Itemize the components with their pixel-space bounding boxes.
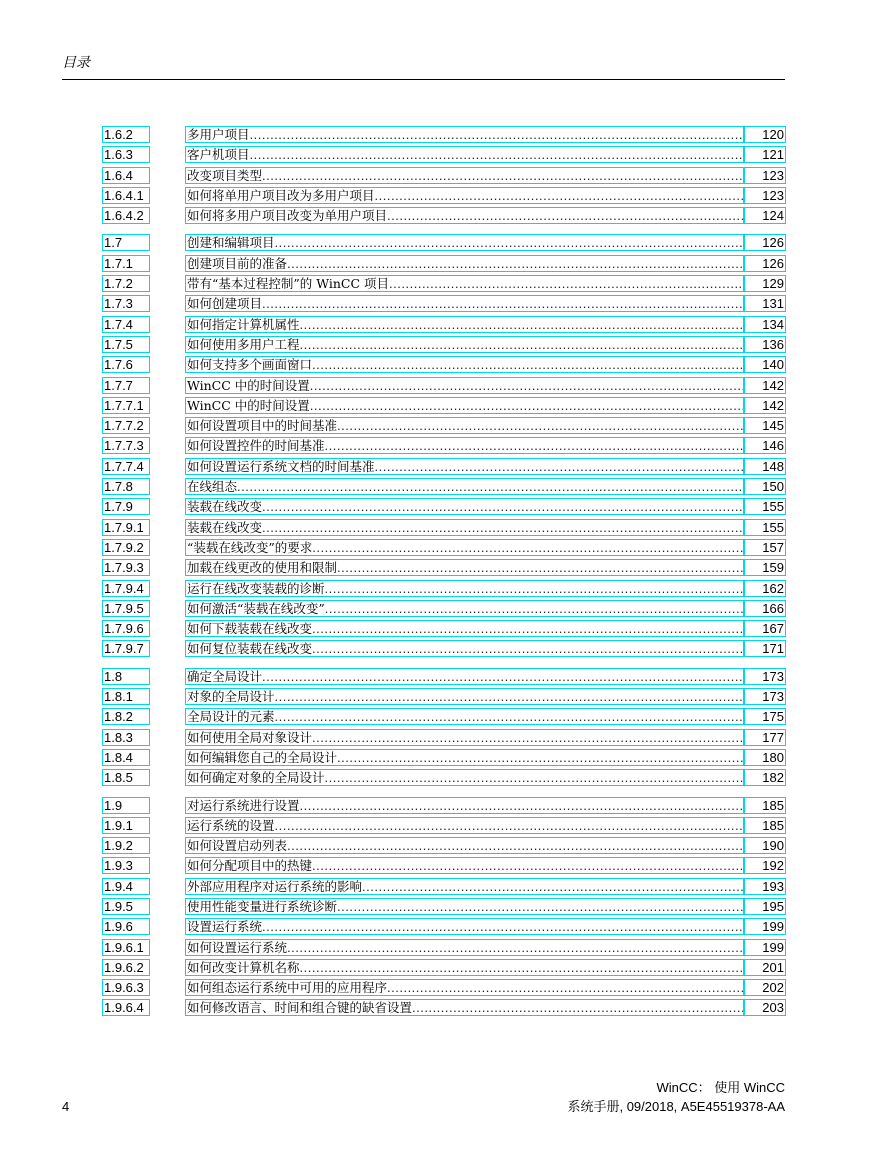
toc-entry-page[interactable]: 162 — [744, 580, 786, 597]
toc-entry-title: 创建项目前的准备 — [187, 255, 288, 271]
toc-entry-title: 设置运行系统 — [187, 919, 263, 935]
toc-entry[interactable] — [102, 518, 786, 538]
toc-entry-number[interactable]: 1.9.2 — [102, 837, 150, 854]
toc-entry-page[interactable]: 134 — [744, 316, 786, 333]
toc-entry[interactable] — [102, 998, 786, 1018]
toc-entry-number[interactable]: 1.9.6 — [102, 918, 150, 935]
toc-entry-title: 改变项目类型 — [187, 167, 263, 183]
dot-leader — [300, 317, 743, 332]
toc-entry-number[interactable]: 1.7.9.4 — [102, 580, 150, 597]
toc-entry-number[interactable]: 1.7.9.7 — [102, 640, 150, 657]
toc-entry[interactable] — [102, 639, 786, 659]
toc-group — [102, 233, 786, 659]
toc-entry[interactable] — [102, 233, 786, 253]
toc-entry-number[interactable]: 1.8.2 — [102, 708, 150, 725]
toc-entry[interactable] — [102, 186, 786, 206]
toc-entry-link[interactable] — [185, 207, 744, 224]
footer-product: WinCC： 使用 WinCC — [656, 1080, 785, 1095]
toc-entry-page[interactable]: 201 — [744, 959, 786, 976]
toc-entry-link[interactable] — [185, 580, 744, 597]
toc-entry-page[interactable]: 126 — [744, 234, 786, 251]
toc-entry-link[interactable] — [185, 498, 744, 515]
toc-entry-number[interactable]: 1.9.3 — [102, 857, 150, 874]
toc-entry-number[interactable]: 1.7.9.2 — [102, 539, 150, 556]
toc-entry[interactable] — [102, 376, 786, 396]
toc-entry-title: 如何设置项目中的时间基准 — [187, 418, 338, 434]
toc-group — [102, 796, 786, 1019]
toc-entry-page[interactable]: 131 — [744, 295, 786, 312]
toc-entry-link[interactable] — [185, 600, 744, 617]
toc-entry-title: 如何使用全局对象设计 — [187, 729, 313, 745]
toc-entry-title: 如何将多用户项目改变为单用户项目 — [187, 208, 388, 224]
toc-entry[interactable] — [102, 315, 786, 335]
toc-entry-number[interactable]: 1.6.4.1 — [102, 187, 150, 204]
toc-entry-number[interactable]: 1.7.2 — [102, 275, 150, 292]
dot-leader — [262, 499, 743, 514]
toc-entry-number[interactable]: 1.9.6.2 — [102, 959, 150, 976]
dot-leader — [287, 838, 743, 853]
toc-entry[interactable] — [102, 978, 786, 998]
dot-leader — [312, 858, 743, 873]
toc-entry-link[interactable] — [185, 539, 744, 556]
toc-entry-link[interactable] — [185, 640, 744, 657]
toc-entry-title: 如何分配项目中的热键 — [187, 858, 313, 874]
toc-entry[interactable] — [102, 816, 786, 836]
toc-entry-title: 如何支持多个画面窗口 — [187, 357, 313, 373]
toc-entry-page[interactable]: 175 — [744, 708, 786, 725]
toc-entry-title: 使用性能变量进行系统诊断 — [187, 898, 338, 914]
toc-entry-page[interactable]: 148 — [744, 458, 786, 475]
toc-entry-link[interactable] — [185, 356, 744, 373]
toc-entry[interactable] — [102, 856, 786, 876]
toc-entry[interactable] — [102, 687, 786, 707]
toc-entry-number[interactable]: 1.8.4 — [102, 749, 150, 766]
toc-entry-title: 在线组态 — [187, 479, 238, 495]
toc-entry-title: 确定全局设计 — [187, 668, 263, 684]
toc-entry-page[interactable]: 126 — [744, 255, 786, 272]
toc-entry[interactable] — [102, 836, 786, 856]
toc-entry-title: WinCC 中的时间设置 — [187, 397, 310, 413]
toc-entry-link[interactable] — [185, 146, 744, 163]
toc-entry-page[interactable]: 190 — [744, 837, 786, 854]
toc-entry[interactable] — [102, 274, 786, 294]
dot-leader — [310, 398, 743, 413]
toc-entry-link[interactable] — [185, 336, 744, 353]
toc-entry-number[interactable]: 1.7.9.3 — [102, 559, 150, 576]
toc-entry-page[interactable]: 177 — [744, 729, 786, 746]
toc-entry[interactable] — [102, 558, 786, 578]
dot-leader — [312, 730, 743, 745]
toc-entry-page[interactable]: 192 — [744, 857, 786, 874]
toc-entry[interactable] — [102, 538, 786, 558]
toc-entry-number[interactable]: 1.9.4 — [102, 878, 150, 895]
toc-entry-page[interactable]: 121 — [744, 146, 786, 163]
dot-leader — [337, 750, 743, 765]
toc-entry-page[interactable]: 182 — [744, 769, 786, 786]
toc-entry-link[interactable] — [185, 918, 744, 935]
dot-leader — [262, 296, 743, 311]
toc-entry-title: 装载在线改变 — [187, 519, 263, 535]
dot-leader — [275, 709, 743, 724]
toc-entry-link[interactable] — [185, 837, 744, 854]
dot-leader — [262, 669, 743, 684]
toc-entry-page[interactable]: 123 — [744, 187, 786, 204]
toc-entry-page[interactable]: 195 — [744, 898, 786, 915]
toc-entry-page[interactable]: 159 — [744, 559, 786, 576]
toc-entry-page[interactable]: 166 — [744, 600, 786, 617]
toc-entry-link[interactable] — [185, 316, 744, 333]
toc-entry[interactable] — [102, 497, 786, 517]
toc-entry-link[interactable] — [185, 959, 744, 976]
toc-entry-number[interactable]: 1.9.6.4 — [102, 999, 150, 1016]
toc-entry-page[interactable]: 140 — [744, 356, 786, 373]
dot-leader — [375, 459, 743, 474]
toc-entry-link[interactable] — [185, 417, 744, 434]
dot-leader — [300, 337, 743, 352]
toc-entry-title: 如何设置控件的时间基准 — [187, 438, 325, 454]
toc-entry-page[interactable]: 193 — [744, 878, 786, 895]
dot-leader — [312, 621, 743, 636]
toc-entry-title: 如何改变计算机名称 — [187, 959, 300, 975]
toc-entry[interactable] — [102, 294, 786, 314]
dot-leader — [262, 168, 743, 183]
dot-leader — [312, 540, 743, 555]
page-header — [62, 53, 785, 80]
toc-entry-page[interactable]: 199 — [744, 918, 786, 935]
toc-entry-title: 创建和编辑项目 — [187, 235, 275, 251]
toc-entry-number[interactable]: 1.7.3 — [102, 295, 150, 312]
toc-entry-number[interactable]: 1.7.9 — [102, 498, 150, 515]
toc-entry-page[interactable]: 203 — [744, 999, 786, 1016]
dot-leader — [325, 438, 743, 453]
toc-entry-title: 多用户项目 — [187, 127, 250, 142]
toc-entry-title: 客户机项目 — [187, 147, 250, 163]
toc-entry-page[interactable]: 171 — [744, 640, 786, 657]
toc-entry-title: WinCC 中的时间设置 — [187, 377, 310, 393]
toc-entry-number[interactable]: 1.9 — [102, 797, 150, 814]
toc-entry[interactable] — [102, 355, 786, 375]
toc-entry-title: 如何修改语言、时间和组合键的缺省设置 — [187, 1000, 413, 1016]
toc-entry-number[interactable]: 1.7.6 — [102, 356, 150, 373]
toc-entry-link[interactable] — [185, 187, 744, 204]
toc-entry[interactable] — [102, 917, 786, 937]
dot-leader — [275, 689, 743, 704]
toc-entry-number[interactable]: 1.7.7.2 — [102, 417, 150, 434]
dot-leader — [325, 581, 743, 596]
toc-entry-page[interactable]: 146 — [744, 437, 786, 454]
toc-entry-page[interactable]: 145 — [744, 417, 786, 434]
dot-leader — [337, 418, 743, 433]
toc-entry[interactable] — [102, 707, 786, 727]
dot-leader — [325, 601, 743, 616]
toc-entry-number[interactable]: 1.7.4 — [102, 316, 150, 333]
toc-entry-page[interactable]: 173 — [744, 668, 786, 685]
toc-entry-number[interactable]: 1.7.7 — [102, 377, 150, 394]
toc-entry[interactable] — [102, 335, 786, 355]
toc-entry-number[interactable]: 1.7.9.1 — [102, 519, 150, 536]
toc-entry-title: 如何组态运行系统中可用的应用程序 — [187, 980, 388, 996]
toc-entry[interactable] — [102, 477, 786, 497]
toc-entry-page[interactable]: 157 — [744, 539, 786, 556]
dot-leader — [287, 256, 743, 271]
dot-leader — [287, 940, 743, 955]
toc-entry-page[interactable]: 199 — [744, 939, 786, 956]
dot-leader — [237, 479, 743, 494]
toc-entry-link[interactable] — [185, 797, 744, 814]
toc-entry[interactable] — [102, 254, 786, 274]
toc-entry[interactable] — [102, 145, 786, 165]
toc-entry-link[interactable] — [185, 295, 744, 312]
toc-entry-title: 运行系统的设置 — [187, 817, 275, 833]
toc-entry-number[interactable]: 1.8.1 — [102, 688, 150, 705]
toc-entry-page[interactable]: 202 — [744, 979, 786, 996]
toc-entry-page[interactable]: 120 — [744, 126, 786, 143]
toc-entry[interactable] — [102, 958, 786, 978]
toc-entry-number[interactable]: 1.7.7.4 — [102, 458, 150, 475]
toc-entry-page[interactable]: 155 — [744, 519, 786, 536]
footer-manual: 系统手册, 09/2018, A5E45519378-AA — [567, 1099, 785, 1114]
toc-entry-title: 如何设置运行系统文档的时间基准 — [187, 458, 375, 474]
toc-entry-link[interactable] — [185, 559, 744, 576]
toc-entry-page[interactable]: 129 — [744, 275, 786, 292]
toc-entry-page[interactable]: 136 — [744, 336, 786, 353]
toc-entry-link[interactable] — [185, 898, 744, 915]
toc-entry-page[interactable]: 142 — [744, 377, 786, 394]
dot-leader — [300, 798, 743, 813]
toc-entry-page[interactable]: 150 — [744, 478, 786, 495]
toc-entry-page[interactable]: 185 — [744, 817, 786, 834]
toc-entry-number[interactable]: 1.6.4 — [102, 167, 150, 184]
toc-entry-number[interactable]: 1.7 — [102, 234, 150, 251]
toc-entry-link[interactable] — [185, 708, 744, 725]
toc-entry-page[interactable]: 124 — [744, 207, 786, 224]
dot-leader — [300, 960, 743, 975]
toc-entry-title: 外部应用程序对运行系统的影响 — [187, 878, 363, 894]
toc-entry-page[interactable]: 155 — [744, 498, 786, 515]
toc-entry-number[interactable]: 1.6.3 — [102, 146, 150, 163]
toc-entry-title: 全局设计的元素 — [187, 709, 275, 725]
toc-entry[interactable] — [102, 796, 786, 816]
toc-entry-number[interactable]: 1.7.5 — [102, 336, 150, 353]
toc-entry-number[interactable]: 1.7.1 — [102, 255, 150, 272]
toc-entry-link[interactable] — [185, 167, 744, 184]
toc-entry-number[interactable]: 1.7.8 — [102, 478, 150, 495]
dot-leader — [387, 980, 743, 995]
toc-entry-link[interactable] — [185, 234, 744, 251]
toc-entry-link[interactable] — [185, 620, 744, 637]
toc-entry[interactable] — [102, 768, 786, 788]
toc-entry[interactable] — [102, 599, 786, 619]
dot-leader — [275, 235, 743, 250]
toc-entry-link[interactable] — [185, 437, 744, 454]
toc-entry-link[interactable] — [185, 878, 744, 895]
toc-entry[interactable] — [102, 667, 786, 687]
toc-entry-title: 如何将单用户项目改为多用户项目 — [187, 187, 375, 203]
toc-entry-title: 装载在线改变 — [187, 499, 263, 515]
toc-entry[interactable] — [102, 938, 786, 958]
toc-entry-number[interactable]: 1.7.7.1 — [102, 397, 150, 414]
dot-leader — [250, 147, 743, 162]
toc-entry-link[interactable] — [185, 519, 744, 536]
toc-entry-link[interactable] — [185, 729, 744, 746]
dot-leader — [325, 770, 743, 785]
dot-leader — [275, 818, 743, 833]
toc-entry-page[interactable]: 173 — [744, 688, 786, 705]
toc-entry-page[interactable]: 167 — [744, 620, 786, 637]
footer-document-info — [567, 1078, 785, 1116]
toc-entry[interactable] — [102, 728, 786, 748]
toc-entry[interactable] — [102, 897, 786, 917]
toc-entry-title: 带有“基本过程控制”的 WinCC 项目 — [187, 276, 390, 292]
toc-entry-number[interactable]: 1.8 — [102, 668, 150, 685]
toc-entry-title: 运行在线改变装载的诊断 — [187, 580, 325, 596]
toc-entry-title: 加载在线更改的使用和限制 — [187, 560, 338, 576]
toc-entry-link[interactable] — [185, 749, 744, 766]
toc-entry-title: 如何下载装载在线改变 — [187, 621, 313, 637]
toc-entry-number[interactable]: 1.8.3 — [102, 729, 150, 746]
dot-leader — [262, 919, 743, 934]
dot-leader — [262, 520, 743, 535]
toc-entry[interactable] — [102, 457, 786, 477]
toc-entry-link[interactable] — [185, 817, 744, 834]
toc-entry-title: 对运行系统进行设置 — [187, 797, 300, 813]
toc-entry-link[interactable] — [185, 255, 744, 272]
toc-entry-title: 如何创建项目 — [187, 296, 263, 312]
dot-leader — [387, 208, 743, 223]
toc-entry-number[interactable]: 1.6.4.2 — [102, 207, 150, 224]
toc-entry[interactable] — [102, 619, 786, 639]
dot-leader — [389, 276, 743, 291]
page-title: 目录 — [62, 55, 90, 71]
toc-entry-page[interactable]: 123 — [744, 167, 786, 184]
toc-entry[interactable] — [102, 206, 786, 226]
toc-entry-title: 如何使用多用户工程 — [187, 336, 300, 352]
toc-entry-number[interactable]: 1.7.7.3 — [102, 437, 150, 454]
toc-entry-link[interactable] — [185, 478, 744, 495]
dot-leader — [312, 357, 743, 372]
toc-entry[interactable] — [102, 877, 786, 897]
dot-leader — [337, 899, 743, 914]
toc-entry[interactable] — [102, 396, 786, 416]
toc-entry-number[interactable]: 1.9.5 — [102, 898, 150, 915]
toc-entry-number[interactable]: 1.8.5 — [102, 769, 150, 786]
toc-entry-number[interactable]: 1.9.1 — [102, 817, 150, 834]
toc-entry-title: 如何复位装载在线改变 — [187, 641, 313, 657]
page-number: 4 — [62, 1099, 70, 1114]
toc-entry-link[interactable] — [185, 275, 744, 292]
dot-leader — [375, 188, 743, 203]
toc-entry-page[interactable]: 142 — [744, 397, 786, 414]
toc-entry-number[interactable]: 1.7.9.5 — [102, 600, 150, 617]
table-of-contents — [102, 125, 786, 1019]
toc-entry-number[interactable]: 1.6.2 — [102, 126, 150, 143]
toc-entry-title: 对象的全局设计 — [187, 689, 275, 705]
dot-leader — [250, 127, 743, 142]
toc-entry[interactable] — [102, 416, 786, 436]
dot-leader — [362, 879, 743, 894]
toc-entry[interactable] — [102, 166, 786, 186]
dot-leader — [310, 378, 743, 393]
toc-entry-link[interactable] — [185, 979, 744, 996]
toc-entry-link[interactable] — [185, 688, 744, 705]
toc-entry-page[interactable]: 185 — [744, 797, 786, 814]
toc-entry-number[interactable]: 1.9.6.3 — [102, 979, 150, 996]
toc-entry-title: 如何编辑您自己的全局设计 — [187, 749, 338, 765]
toc-group — [102, 667, 786, 789]
toc-entry-title: 如何确定对象的全局设计 — [187, 770, 325, 786]
toc-entry-link[interactable] — [185, 377, 744, 394]
toc-entry-link[interactable] — [185, 939, 744, 956]
toc-entry-title: 如何设置启动列表 — [187, 838, 288, 854]
toc-entry-link[interactable] — [185, 668, 744, 685]
toc-entry[interactable] — [102, 125, 786, 145]
toc-entry-page[interactable]: 180 — [744, 749, 786, 766]
toc-entry[interactable] — [102, 436, 786, 456]
toc-entry-link[interactable] — [185, 857, 744, 874]
toc-entry-link[interactable] — [185, 126, 744, 143]
toc-entry-title: 如何设置运行系统 — [187, 939, 288, 955]
toc-entry-link[interactable] — [185, 397, 744, 414]
toc-entry-title: 如何激活“装载在线改变” — [187, 600, 325, 616]
toc-group — [102, 125, 786, 226]
toc-entry-link[interactable] — [185, 458, 744, 475]
dot-leader — [312, 641, 743, 656]
toc-entry-number[interactable]: 1.7.9.6 — [102, 620, 150, 637]
dot-leader — [337, 560, 743, 575]
toc-entry-link[interactable] — [185, 769, 744, 786]
toc-entry-number[interactable]: 1.9.6.1 — [102, 939, 150, 956]
toc-entry[interactable] — [102, 748, 786, 768]
toc-entry-link[interactable] — [185, 999, 744, 1016]
toc-entry-title: 如何指定计算机属性 — [187, 316, 300, 332]
toc-entry[interactable] — [102, 579, 786, 599]
toc-entry-title: “装载在线改变”的要求 — [187, 539, 313, 555]
dot-leader — [412, 1000, 743, 1015]
